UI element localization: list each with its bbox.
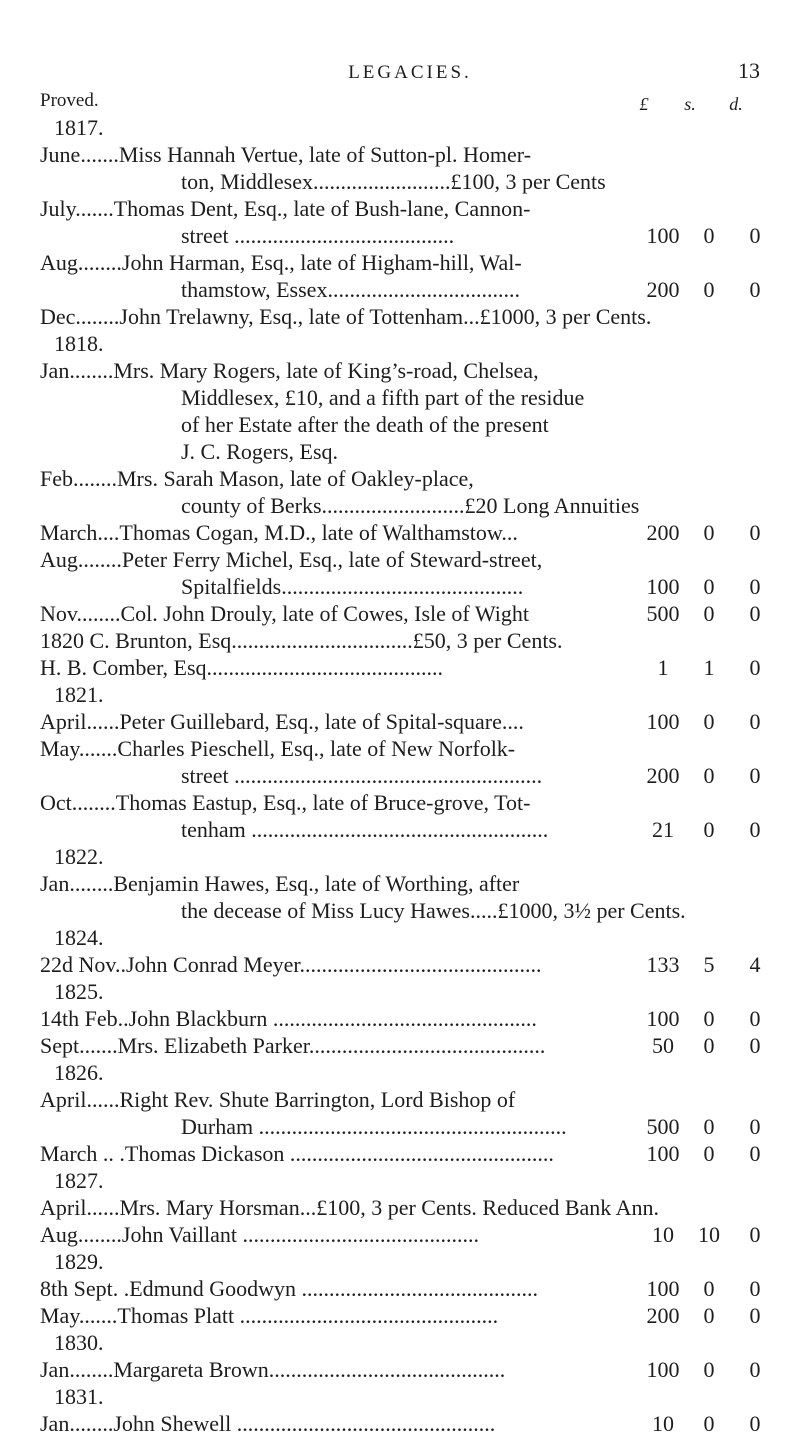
amount-pounds: 100 (646, 1141, 680, 1166)
entry-line: Jan........John Shewell ............................................... 10 0 0 (40, 1410, 780, 1437)
amount-pounds: 200 (646, 520, 680, 545)
amount-shillings: 0 (703, 277, 715, 302)
amount-pence: 0 (749, 601, 761, 626)
pounds-header: £ (639, 94, 649, 114)
legacy-entry (40, 951, 780, 978)
entry-amount (640, 1302, 780, 1329)
entry-line: Sept.......Mrs. Elizabeth Parker........................................... 50 0 0 (40, 1032, 780, 1059)
entry-line: Jan........Benjamin Hawes, Esq., late of Worthing, after (40, 871, 520, 896)
amount-pence: 4 (749, 952, 761, 977)
year-heading: 1830. (54, 1330, 104, 1355)
legacy-entry (40, 870, 780, 924)
amount-pounds: 10 (652, 1411, 674, 1436)
entry-line: Jan........Margareta Brown........................................... 100 0 0 (40, 1356, 780, 1383)
entry-amount (640, 1275, 780, 1302)
amount-pounds: 10 (652, 1222, 674, 1247)
pence-header: d. (729, 94, 743, 114)
money-column-headers (621, 94, 761, 115)
legacy-entry (40, 1194, 780, 1221)
amount-pounds: 100 (646, 1357, 680, 1382)
amount-pence: 0 (749, 1357, 761, 1382)
entry-amount (640, 573, 780, 600)
amount-pounds: 133 (646, 952, 680, 977)
shillings-header: s. (684, 94, 696, 114)
year-heading: 1822. (54, 844, 104, 869)
entry-line: April......Peter Guillebard, Esq., late of Spital-square.... 100 0 0 (40, 708, 780, 735)
entry-continuation: Spitalfields............................................ 100 0 0 (40, 573, 780, 600)
entry-amount (640, 1005, 780, 1032)
entry-continuation: tenham ...................................................... 21 0 0 (40, 816, 780, 843)
entry-continuation: county of Berks..........................£20 Long Annuities (181, 493, 640, 518)
entry-line: Aug........John Vaillant ........................................... 10 10 0 (40, 1221, 780, 1248)
legacy-entry (40, 735, 780, 789)
amount-pence: 0 (749, 277, 761, 302)
amount-shillings: 0 (703, 223, 715, 248)
entry-amount (640, 1221, 780, 1248)
amount-shillings: 0 (703, 1033, 715, 1058)
entry-line: March....Thomas Cogan, M.D., late of Walthamstow... 200 0 0 (40, 519, 780, 546)
entry-continuation: street ........................................ 100 0 0 (40, 222, 780, 249)
amount-pence: 0 (749, 574, 761, 599)
year-heading: 1831. (54, 1384, 104, 1409)
entry-continuation: the decease of Miss Lucy Hawes.....£1000, 3½ per Cents. (181, 898, 686, 923)
legacy-entry (40, 519, 780, 546)
entry-amount (640, 1032, 780, 1059)
entry-amount (640, 1140, 780, 1167)
proved-column-header: Proved. (40, 90, 99, 111)
entry-amount (640, 1410, 780, 1437)
entry-amount (640, 1356, 780, 1383)
legacy-entry (40, 546, 780, 600)
amount-pounds: 200 (646, 277, 680, 302)
entry-line: March .. .Thomas Dickason ................................................ 100 0 0 (40, 1140, 780, 1167)
legacy-entry (40, 141, 780, 195)
entry-amount (640, 222, 780, 249)
amount-shillings: 0 (703, 1141, 715, 1166)
amount-pence: 0 (749, 1411, 761, 1436)
legacy-entry (40, 1221, 780, 1248)
legacy-entry (40, 654, 780, 681)
amount-shillings: 0 (703, 1303, 715, 1328)
amount-pounds: 100 (646, 574, 680, 599)
entry-continuation: of her Estate after the death of the present (181, 412, 549, 437)
entry-amount (640, 708, 780, 735)
entry-line: July.......Thomas Dent, Esq., late of Bush-lane, Cannon- (40, 196, 531, 221)
entry-line: April......Mrs. Mary Horsman...£100, 3 per Cents. Reduced Bank Ann. (40, 1195, 659, 1220)
entry-continuation: street ........................................................ 200 0 0 (40, 762, 780, 789)
amount-shillings: 0 (703, 763, 715, 788)
page-header (60, 50, 760, 90)
amount-pence: 0 (749, 1222, 761, 1247)
amount-pounds: 100 (646, 1006, 680, 1031)
running-head: LEGACIES. (348, 62, 472, 83)
entry-line: June.......Miss Hannah Vertue, late of Sutton-pl. Homer- (40, 142, 532, 167)
amount-pence: 0 (749, 223, 761, 248)
amount-shillings: 0 (703, 1357, 715, 1382)
entry-line: April......Right Rev. Shute Barrington, Lord Bishop of (40, 1087, 516, 1112)
amount-pounds: 200 (646, 763, 680, 788)
amount-pence: 0 (749, 1141, 761, 1166)
amount-shillings: 10 (698, 1222, 720, 1247)
entry-amount (640, 276, 780, 303)
entry-line: 22d Nov..John Conrad Meyer............................................ 133 5 4 (40, 951, 780, 978)
amount-pence: 0 (749, 1033, 761, 1058)
legacy-entry (40, 1005, 780, 1032)
amount-pence: 0 (749, 763, 761, 788)
amount-shillings: 0 (703, 520, 715, 545)
amount-shillings: 1 (703, 655, 715, 680)
entry-amount (640, 951, 780, 978)
legacy-entry (40, 1302, 780, 1329)
legacy-entry (40, 708, 780, 735)
entry-continuation: Durham ........................................................ 500 0 0 (40, 1113, 780, 1140)
legacy-entry (40, 195, 780, 249)
entry-amount (640, 762, 780, 789)
amount-shillings: 5 (703, 952, 715, 977)
amount-pence: 0 (749, 1114, 761, 1139)
entry-amount (640, 816, 780, 843)
entry-amount (640, 519, 780, 546)
amount-pence: 0 (749, 655, 761, 680)
entry-line: May.......Thomas Platt ............................................... 200 0 0 (40, 1302, 780, 1329)
amount-pounds: 100 (646, 1276, 680, 1301)
page-number: 13 (738, 58, 760, 83)
amount-pounds: 1 (657, 655, 669, 680)
amount-pounds: 50 (652, 1033, 674, 1058)
legacy-entry (40, 627, 780, 654)
entry-continuation: thamstow, Essex................................... 200 0 0 (40, 276, 780, 303)
year-heading: 1824. (54, 925, 104, 950)
entry-line: Feb........Mrs. Sarah Mason, late of Oakley-place, (40, 466, 474, 491)
legacy-entry (40, 1140, 780, 1167)
amount-shillings: 0 (703, 601, 715, 626)
amount-pounds: 21 (652, 817, 674, 842)
entry-continuation: ton, Middlesex.........................£100, 3 per Cents (181, 169, 606, 194)
entry-line: Oct........Thomas Eastup, Esq., late of Bruce-grove, Tot- (40, 790, 531, 815)
entry-line: 8th Sept. .Edmund Goodwyn ........................................... 100 0 0 (40, 1275, 780, 1302)
amount-shillings: 0 (703, 817, 715, 842)
amount-pounds: 100 (646, 223, 680, 248)
legacy-entry (40, 1086, 780, 1140)
legacy-entry (40, 465, 780, 519)
amount-shillings: 0 (703, 1411, 715, 1436)
legacy-entry (40, 789, 780, 843)
legacy-entry (40, 1356, 780, 1383)
amount-pence: 0 (749, 817, 761, 842)
year-heading: 1827. (54, 1168, 104, 1193)
legacy-entry (40, 600, 780, 627)
entry-line: 1820 C. Brunton, Esq.................................£50, 3 per Cents. (40, 628, 563, 653)
amount-pounds: 200 (646, 1303, 680, 1328)
entry-amount (640, 600, 780, 627)
entry-continuation: J. C. Rogers, Esq. (181, 439, 339, 464)
year-heading: 1818. (54, 331, 104, 356)
legacy-entry (40, 357, 780, 465)
entry-amount (640, 654, 780, 681)
amount-pounds: 500 (646, 601, 680, 626)
entry-line: Jan........Mrs. Mary Rogers, late of King’s-road, Chelsea, (40, 358, 539, 383)
legacy-entry (40, 249, 780, 303)
year-heading: 1817. (54, 115, 104, 140)
entry-line: Dec........John Trelawny, Esq., late of Tottenham...£1000, 3 per Cents. (40, 304, 652, 329)
year-heading: 1829. (54, 1249, 104, 1274)
entry-line: Aug........John Harman, Esq., late of Higham-hill, Wal- (40, 250, 522, 275)
entry-line: H. B. Comber, Esq........................................... 1 1 0 (40, 654, 780, 681)
year-heading: 1826. (54, 1060, 104, 1085)
amount-pence: 0 (749, 1303, 761, 1328)
legacy-entry (40, 1275, 780, 1302)
legacy-entry (40, 1410, 780, 1437)
amount-pence: 0 (749, 1006, 761, 1031)
year-heading: 1825. (54, 979, 104, 1004)
entry-line: Aug........Peter Ferry Michel, Esq., late of Steward-street, (40, 547, 543, 572)
amount-shillings: 0 (703, 1114, 715, 1139)
amount-pounds: 500 (646, 1114, 680, 1139)
entry-continuation: Middlesex, £10, and a fifth part of the residue (181, 385, 585, 410)
entry-amount (640, 1113, 780, 1140)
legacy-list (40, 114, 780, 1437)
amount-shillings: 0 (703, 574, 715, 599)
entry-line: 14th Feb..John Blackburn ................................................ 100 0 0 (40, 1005, 780, 1032)
entry-line: May.......Charles Pieschell, Esq., late of New Norfolk- (40, 736, 516, 761)
legacy-entry (40, 1032, 780, 1059)
amount-pounds: 100 (646, 709, 680, 734)
amount-pence: 0 (749, 709, 761, 734)
amount-shillings: 0 (703, 1276, 715, 1301)
amount-pence: 0 (749, 520, 761, 545)
entry-line: Nov........Col. John Drouly, late of Cowes, Isle of Wight 500 0 0 (40, 600, 780, 627)
legacy-entry (40, 303, 780, 330)
year-heading: 1821. (54, 682, 104, 707)
amount-shillings: 0 (703, 709, 715, 734)
amount-pence: 0 (749, 1276, 761, 1301)
amount-shillings: 0 (703, 1006, 715, 1031)
